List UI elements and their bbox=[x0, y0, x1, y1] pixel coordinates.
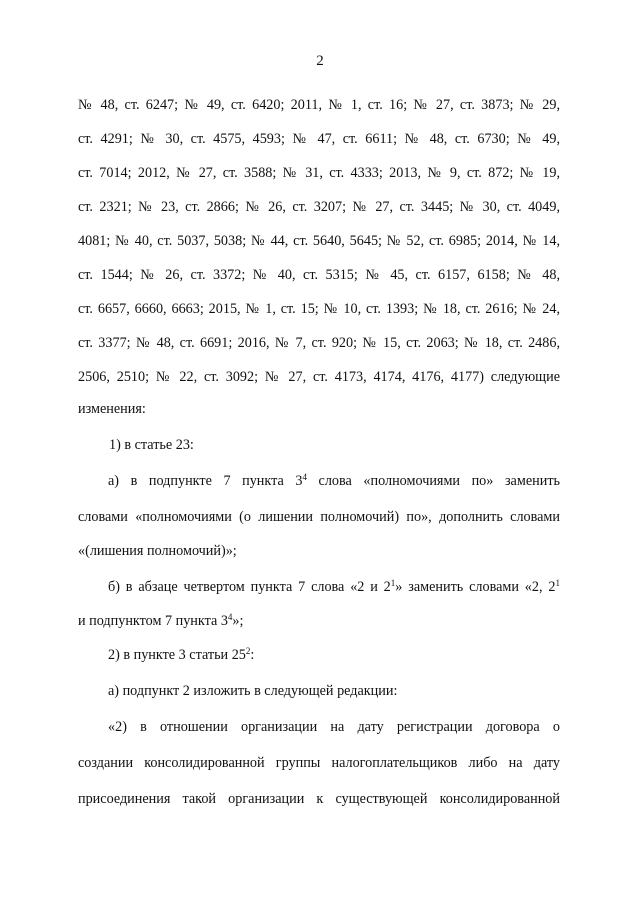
text-line: изменения: bbox=[78, 401, 146, 417]
item-1-heading: 1) в статье 23: bbox=[109, 437, 194, 453]
quote-line: «2) в отношении организации на дату регистрации договора о bbox=[108, 719, 560, 735]
item-1a-line-1: а) в подпункте 7 пункта $3^4$ слова «полномочиями по» заменить bbox=[108, 472, 560, 489]
item-1b-line-2: и подпунктом 7 пункта $3^4$»; bbox=[78, 612, 244, 629]
text-line: 4081; № 40, ст. 5037, 5038; № 44, ст. 5640, 5645; № 52, ст. 6985; 2014, № 14, bbox=[78, 233, 560, 249]
text-line: ст. 3377; № 48, ст. 6691; 2016, № 7, ст. 920; № 15, ст. 2063; № 18, ст. 2486, bbox=[78, 335, 560, 351]
text-line: ст. 4291; № 30, ст. 4575, 4593; № 47, ст. 6611; № 48, ст. 6730; № 49, bbox=[78, 131, 560, 147]
text-line: 2506, 2510; № 22, ст. 3092; № 27, ст. 4173, 4174, 4176, 4177) следующие bbox=[78, 369, 560, 385]
text-line: ст. 2321; № 23, ст. 2866; № 26, ст. 3207; № 27, ст. 3445; № 30, ст. 4049, bbox=[78, 199, 560, 215]
page-number: 2 bbox=[316, 53, 324, 69]
quote-line: создании консолидированной группы налогоплательщиков либо на дату bbox=[78, 755, 560, 771]
item-1a-line-2: словами «полномочиями (о лишении полномочий) по», дополнить словами bbox=[78, 509, 560, 525]
quote-line: присоединения такой организации к существующей консолидированной bbox=[78, 791, 560, 807]
item-2-heading: 2) в пункте 3 статьи $25^2$: bbox=[108, 646, 255, 663]
item-1a-line-3: «(лишения полномочий)»; bbox=[78, 543, 237, 559]
text-line: № 48, ст. 6247; № 49, ст. 6420; 2011, № 1, ст. 16; № 27, ст. 3873; № 29, bbox=[78, 97, 560, 113]
text-line: ст. 7014; 2012, № 27, ст. 3588; № 31, ст. 4333; 2013, № 9, ст. 872; № 19, bbox=[78, 165, 560, 181]
text-line: ст. 6657, 6660, 6663; 2015, № 1, ст. 15; № 10, ст. 1393; № 18, ст. 2616; № 24, bbox=[78, 301, 560, 317]
item-1b-line-1: б) в абзаце четвертом пункта 7 слова «2 и $2^1$» заменить словами «2, $2^1$ bbox=[108, 578, 560, 595]
text-line: ст. 1544; № 26, ст. 3372; № 40, ст. 5315; № 45, ст. 6157, 6158; № 48, bbox=[78, 267, 560, 283]
item-2a-heading: а) подпункт 2 изложить в следующей редакции: bbox=[108, 683, 398, 699]
